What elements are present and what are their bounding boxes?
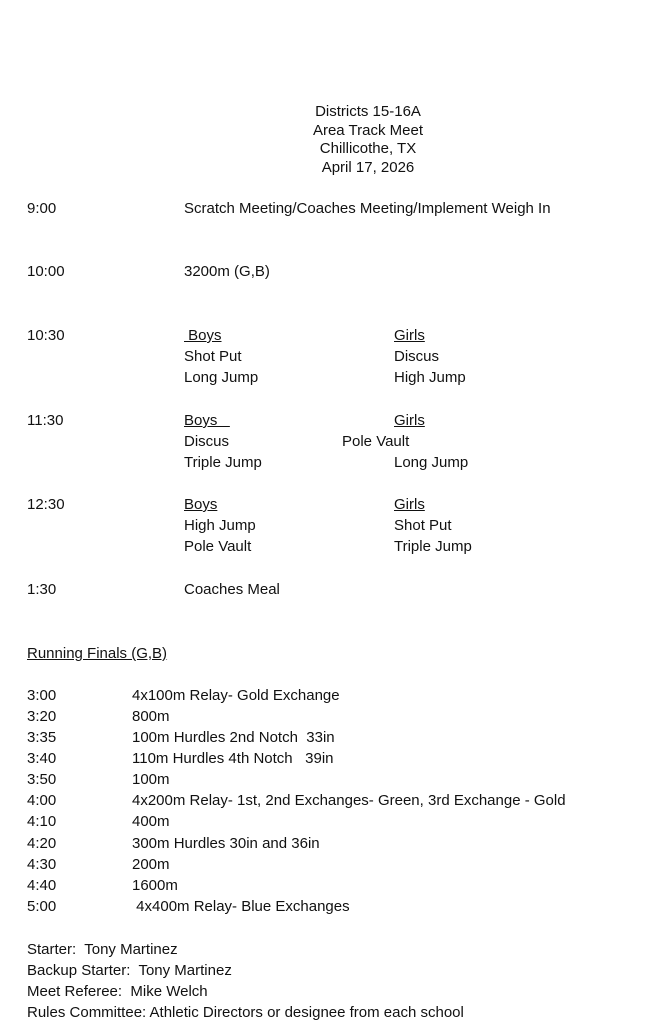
finals-event: 300m Hurdles 30in and 36in <box>132 835 320 852</box>
girls-event: Triple Jump <box>394 538 472 555</box>
boys-heading: Boys <box>184 412 230 429</box>
header-date: April 17, 2026 <box>321 158 415 176</box>
girls-event: Discus <box>394 348 440 365</box>
girls-event: Pole Vault <box>342 433 410 450</box>
finals-time: 3:50 <box>27 771 57 788</box>
finals-event: 4x100m Relay- Gold Exchange <box>132 687 340 704</box>
boys-event: High Jump <box>184 517 256 534</box>
finals-time: 3:20 <box>27 708 57 725</box>
finals-event: 400m <box>132 813 170 830</box>
schedule-time: 10:30 <box>27 327 65 344</box>
schedule-time: 9:00 <box>27 200 57 217</box>
finals-event: 4x400m Relay- Blue Exchanges <box>132 898 350 915</box>
girls-heading: Girls <box>394 412 425 429</box>
boys-event: Triple Jump <box>184 454 262 471</box>
schedule-time: 12:30 <box>27 496 65 513</box>
finals-time: 4:10 <box>27 813 57 830</box>
girls-event: Long Jump <box>394 454 469 471</box>
finals-time: 3:40 <box>27 750 57 767</box>
finals-time: 3:00 <box>27 687 57 704</box>
finals-event: 800m <box>132 708 170 725</box>
boys-event: Long Jump <box>184 369 259 386</box>
finals-time: 4:20 <box>27 835 57 852</box>
header-location: Chillicothe, TX <box>319 140 417 157</box>
finals-event: 100m <box>132 771 170 788</box>
finals-time: 4:40 <box>27 877 57 894</box>
schedule-time: 1:30 <box>27 581 57 598</box>
finals-time: 4:30 <box>27 856 57 873</box>
boys-event: Discus <box>184 433 230 450</box>
meet-header <box>0 103 656 177</box>
rules-committee: Rules Committee: Athletic Directors or designee from each school <box>27 1004 464 1021</box>
running-finals-heading: Running Finals (G,B) <box>27 645 168 662</box>
schedule-time: 10:00 <box>27 263 65 280</box>
finals-time: 3:35 <box>27 729 57 746</box>
girls-event: Shot Put <box>394 517 452 534</box>
girls-heading: Girls <box>394 327 425 344</box>
finals-time: 5:00 <box>27 898 57 915</box>
boys-heading: Boys <box>184 496 218 513</box>
schedule-event: Scratch Meeting/Coaches Meeting/Implement Weigh In <box>184 200 551 217</box>
finals-event: 1600m <box>132 877 178 894</box>
finals-time: 4:00 <box>27 792 57 809</box>
boys-event: Shot Put <box>184 348 242 365</box>
girls-event: High Jump <box>394 369 466 386</box>
schedule-event: 3200m (G,B) <box>184 263 270 280</box>
boys-heading: Boys <box>184 327 222 344</box>
backup-starter: Backup Starter: Tony Martinez <box>27 962 232 979</box>
header-subtitle: Area Track Meet <box>312 121 424 139</box>
schedule-event: Coaches Meal <box>184 581 280 598</box>
finals-event: 110m Hurdles 4th Notch 39in <box>132 750 334 767</box>
girls-heading: Girls <box>394 496 425 513</box>
meet-referee: Meet Referee: Mike Welch <box>27 983 208 1000</box>
schedule-time: 11:30 <box>27 412 64 429</box>
finals-event: 4x200m Relay- 1st, 2nd Exchanges- Green, 3rd Exchange - Gold <box>132 792 566 809</box>
finals-event: 200m <box>132 856 170 873</box>
header-title: Districts 15-16A <box>315 103 421 120</box>
boys-event: Pole Vault <box>184 538 252 555</box>
starter: Starter: Tony Martinez <box>27 941 178 958</box>
finals-event: 100m Hurdles 2nd Notch 33in <box>132 729 335 746</box>
